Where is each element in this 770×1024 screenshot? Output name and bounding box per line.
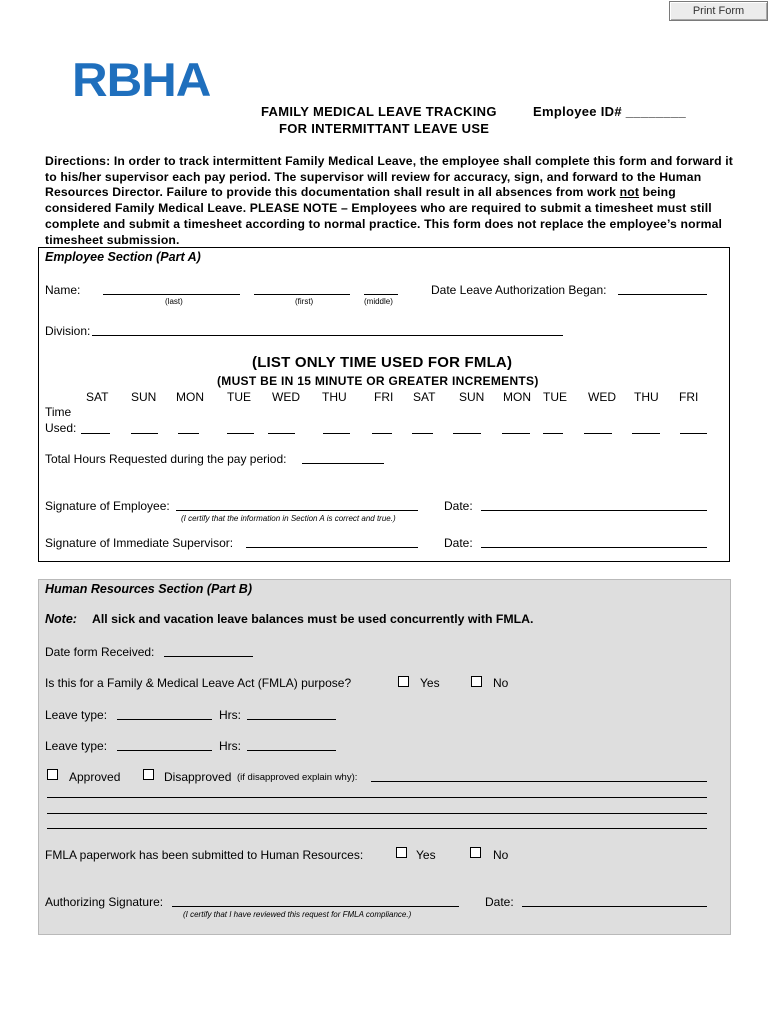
time-used-field[interactable] — [131, 433, 158, 434]
time-used-field[interactable] — [227, 433, 254, 434]
time-used-field[interactable] — [680, 433, 707, 434]
first-name-field[interactable] — [254, 294, 350, 295]
paperwork-yes-label: Yes — [416, 848, 436, 862]
last-name-field[interactable] — [103, 294, 240, 295]
leave-type-field[interactable] — [117, 750, 212, 751]
day-header: THU — [634, 390, 659, 404]
date-leave-began-label: Date Leave Authorization Began: — [431, 283, 607, 297]
time-used-field[interactable] — [412, 433, 433, 434]
day-header: TUE — [227, 390, 251, 404]
explain-field[interactable] — [47, 828, 707, 829]
leave-type-label: Leave type: — [45, 739, 108, 753]
part-a-title: Employee Section (Part A) — [45, 250, 201, 264]
middle-hint: (middle) — [364, 297, 393, 306]
employee-id-label: Employee ID# ________ — [533, 104, 687, 119]
hrs-label: Hrs: — [219, 739, 241, 753]
rbha-logo: RBHA — [72, 53, 211, 106]
time-used-field[interactable] — [81, 433, 110, 434]
day-header: MON — [503, 390, 531, 404]
directions-post: being considered Family Medical Leave. PLEASE NOTE – Employees who are required to submit a timesheet must still complete and submit a timesheet according to normal practice. This form does not replace the employee’s normal timesheet submission. — [45, 185, 723, 247]
day-header: FRI — [374, 390, 394, 404]
leave-type-label: Leave type: — [45, 708, 108, 722]
paperwork-no-checkbox[interactable] — [470, 847, 481, 858]
supervisor-signature-label: Signature of Immediate Supervisor: — [45, 536, 234, 550]
supervisor-date-label: Date: — [444, 536, 473, 550]
hr-section — [38, 579, 731, 935]
leave-type-field[interactable] — [117, 719, 212, 720]
form-title-line2: FOR INTERMITTANT LEAVE USE — [279, 121, 490, 136]
explain-field[interactable] — [371, 781, 707, 782]
time-used-field[interactable] — [632, 433, 660, 434]
fmla-yes-label: Yes — [420, 676, 440, 690]
disapproved-hint: (if disapproved explain why): — [237, 772, 358, 783]
day-header: SAT — [413, 390, 436, 404]
note-label: Note: — [45, 612, 77, 626]
directions-pre: Directions: In order to track intermittent Family Medical Leave, the employee shall complete this form and forward it to his/her supervisor each pay period. The supervisor will review for accuracy, sign, and forward to the Human Resources Director. Failure to provide this documentation shall result in all absences from work — [45, 154, 734, 200]
employee-signature-field[interactable] — [176, 510, 418, 511]
fmla-purpose-label: Is this for a Family & Medical Leave Act (FMLA) purpose? — [45, 676, 352, 690]
first-hint: (first) — [295, 297, 314, 306]
day-header: TUE — [543, 390, 567, 404]
certify-section-b: (I certify that I have reviewed this request for FMLA compliance.) — [183, 910, 412, 919]
print-form-button[interactable]: Print Form — [669, 1, 768, 21]
supervisor-date-field[interactable] — [481, 547, 707, 548]
day-header: SUN — [131, 390, 157, 404]
time-used-field[interactable] — [372, 433, 392, 434]
division-field[interactable] — [92, 335, 563, 336]
used-label: Used: — [45, 421, 77, 435]
approved-checkbox[interactable] — [47, 769, 58, 780]
day-header: SUN — [459, 390, 485, 404]
hrs-label: Hrs: — [219, 708, 241, 722]
day-header: WED — [588, 390, 616, 404]
part-b-title: Human Resources Section (Part B) — [45, 582, 252, 596]
directions-text — [45, 154, 735, 248]
hrs-field[interactable] — [247, 750, 336, 751]
authorizing-date-field[interactable] — [522, 906, 707, 907]
explain-field[interactable] — [47, 813, 707, 814]
explain-field[interactable] — [47, 797, 707, 798]
middle-name-field[interactable] — [364, 294, 398, 295]
date-received-field[interactable] — [164, 656, 253, 657]
time-used-field[interactable] — [323, 433, 350, 434]
form-title-line1: FAMILY MEDICAL LEAVE TRACKING — [261, 104, 497, 119]
certify-section-a: (I certify that the information in Section A is correct and true.) — [181, 514, 396, 523]
directions-underlined: not — [619, 185, 640, 200]
fmla-no-checkbox[interactable] — [471, 676, 482, 687]
increments-subheading: (MUST BE IN 15 MINUTE OR GREATER INCREMENTS) — [217, 374, 539, 388]
last-hint: (last) — [165, 297, 183, 306]
total-hours-label: Total Hours Requested during the pay period: — [45, 452, 287, 466]
disapproved-label: Disapproved — [164, 770, 232, 784]
day-header: THU — [322, 390, 347, 404]
date-received-label: Date form Received: — [45, 645, 155, 659]
employee-date-field[interactable] — [481, 510, 707, 511]
authorizing-date-label: Date: — [485, 895, 514, 909]
employee-date-label: Date: — [444, 499, 473, 513]
authorizing-signature-label: Authorizing Signature: — [45, 895, 164, 909]
time-used-field[interactable] — [543, 433, 563, 434]
approved-label: Approved — [69, 770, 121, 784]
fmla-yes-checkbox[interactable] — [398, 676, 409, 687]
time-used-field[interactable] — [584, 433, 612, 434]
fmla-no-label: No — [493, 676, 509, 690]
list-only-heading: (LIST ONLY TIME USED FOR FMLA) — [252, 354, 513, 371]
day-header: WED — [272, 390, 300, 404]
time-used-field[interactable] — [453, 433, 481, 434]
division-label: Division: — [45, 324, 91, 338]
time-used-field[interactable] — [268, 433, 295, 434]
paperwork-no-label: No — [493, 848, 509, 862]
time-used-field[interactable] — [502, 433, 530, 434]
time-used-field[interactable] — [178, 433, 199, 434]
disapproved-checkbox[interactable] — [143, 769, 154, 780]
day-header: FRI — [679, 390, 699, 404]
date-leave-began-field[interactable] — [618, 294, 707, 295]
day-header: SAT — [86, 390, 109, 404]
total-hours-field[interactable] — [302, 463, 384, 464]
note-text: All sick and vacation leave balances must be used concurrently with FMLA. — [92, 612, 534, 626]
day-header: MON — [176, 390, 204, 404]
hrs-field[interactable] — [247, 719, 336, 720]
supervisor-signature-field[interactable] — [246, 547, 418, 548]
name-label: Name: — [45, 283, 81, 297]
authorizing-signature-field[interactable] — [172, 906, 459, 907]
paperwork-yes-checkbox[interactable] — [396, 847, 407, 858]
paperwork-label: FMLA paperwork has been submitted to Human Resources: — [45, 848, 364, 862]
employee-signature-label: Signature of Employee: — [45, 499, 170, 513]
time-label: Time — [45, 405, 72, 419]
